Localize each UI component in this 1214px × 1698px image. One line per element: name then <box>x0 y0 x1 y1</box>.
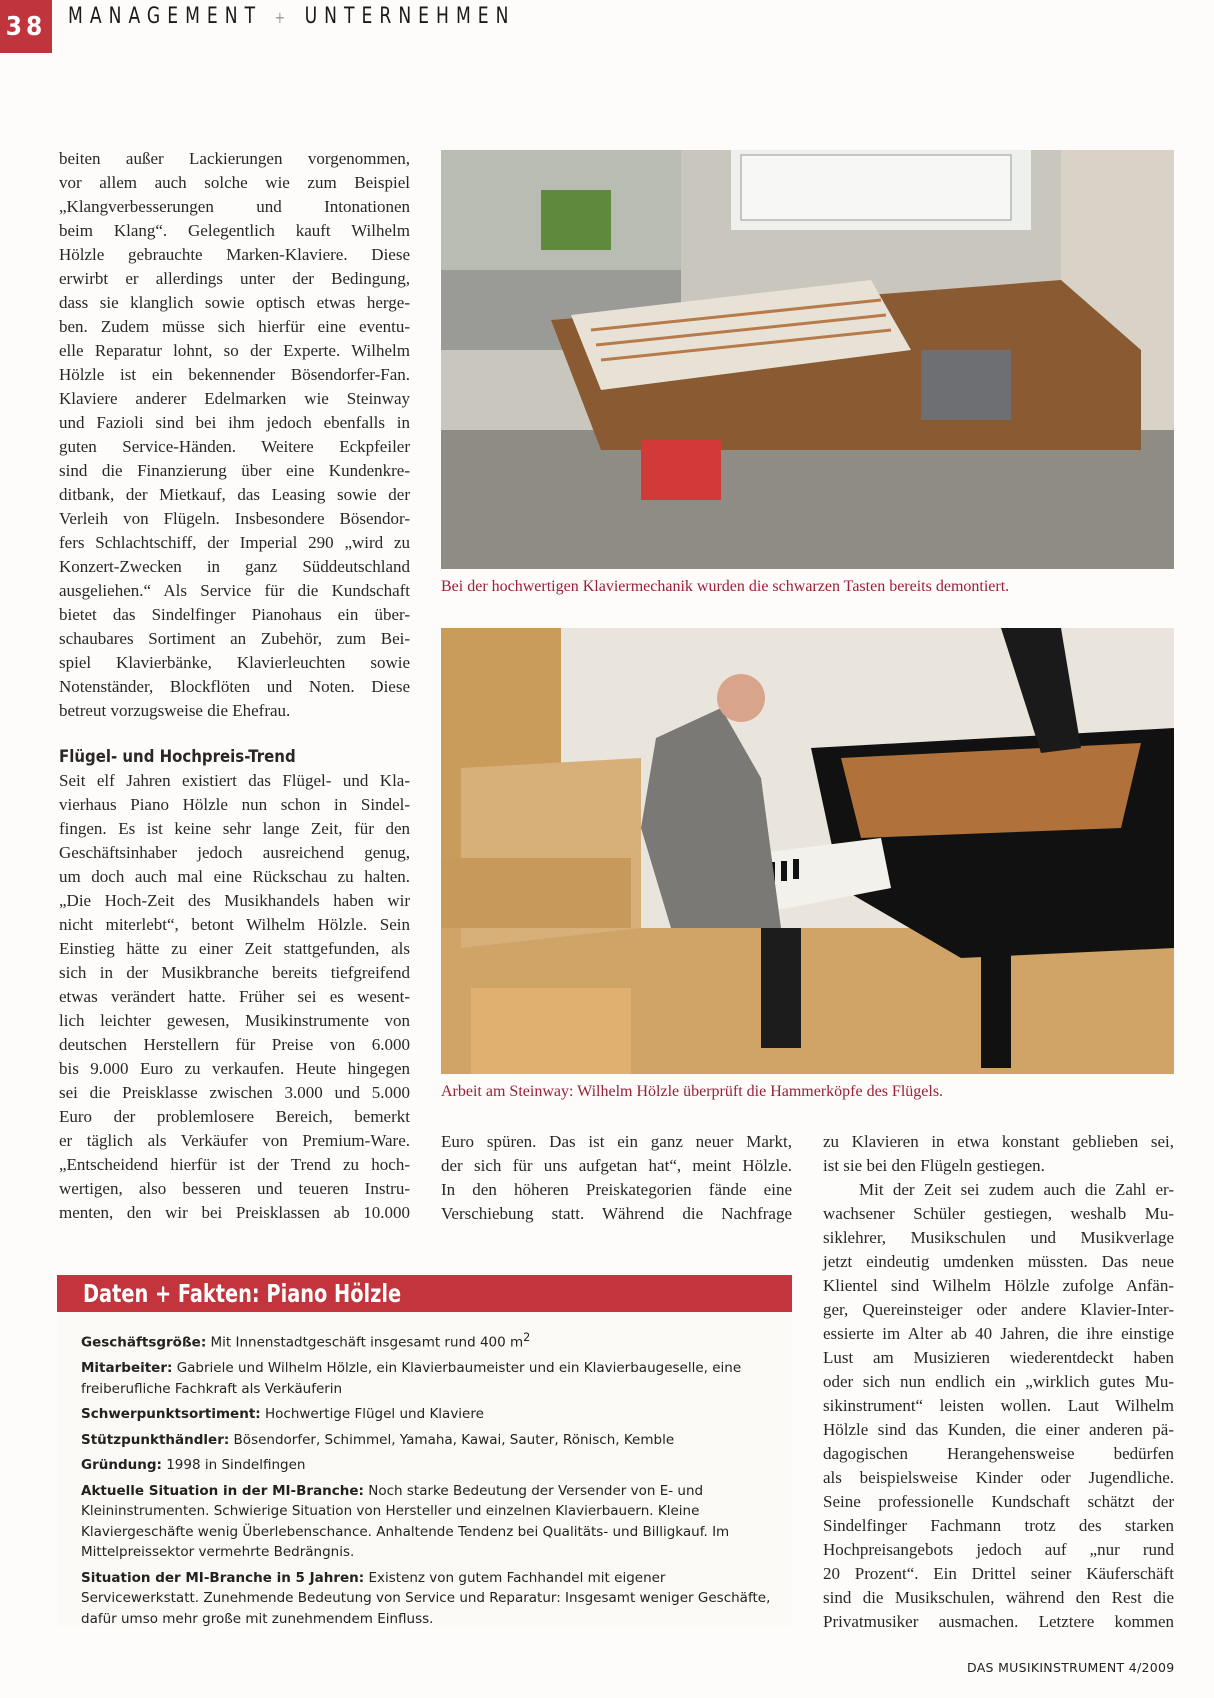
fact-label: Geschäftsgröße: <box>81 1334 207 1351</box>
text-line: Euro spüren. Das ist ein ganz neuer Markt, <box>441 1132 792 1151</box>
text-line: erwirbt er allerdings unter der Bedingung, <box>59 269 410 288</box>
left-column <box>59 147 410 1225</box>
text-line: guten Service-Händen. Weitere Eckpfeiler <box>59 437 410 456</box>
text-line: Verleih von Flügeln. Insbesondere Bösendor- <box>59 509 410 528</box>
superscript: 2 <box>523 1331 531 1344</box>
fact-text: Noch starke Bedeutung der Versender von E- und Kleininstrumenten. Schwierige Situation von Hersteller und einzelnen Klavierbauern. Kleine Klaviergeschäfte wenig Überlebenschance. Anhaltende Tendenz bei Qualitäts- und Billigkauf. Im Mittelpreissektor vermehrte Bedrängnis. <box>81 1482 730 1560</box>
text-line: wachsener Schüler gestiegen, weshalb Mu- <box>823 1204 1174 1223</box>
text-line: „Klangverbesserungen und Intonationen <box>59 197 410 216</box>
text-line: ben. Zudem müsse sich hierfür eine eventu- <box>59 317 410 336</box>
fact-text: Hochwertige Flügel und Klaviere <box>264 1406 484 1422</box>
fact-label: Situation der MI-Branche in 5 Jahren: <box>81 1569 365 1586</box>
fact-list <box>57 1312 771 1629</box>
text-line: er täglich als Verkäufer von Premium-Ware. <box>59 1131 410 1150</box>
fact-box-title-text: Daten + Fakten: Piano Hölzle <box>83 1279 402 1308</box>
fact-label: Mitarbeiter: <box>81 1360 173 1376</box>
fact-text: Gabriele und Wilhelm Hölzle, ein Klavierbaumeister und ein Klavierbaugeselle, eine freiberufliche Fachkraft als Verkäuferin <box>81 1360 742 1397</box>
text-line: Seine professionelle Kundschaft schätzt der <box>823 1492 1174 1511</box>
text-line: bis 9.000 Euro zu verkaufen. Heute hingegen <box>59 1059 410 1078</box>
paragraph <box>823 1178 1174 1634</box>
fact-label: Schwerpunktsortiment: <box>81 1406 261 1422</box>
text-line: spiel Klavierbänke, Klavierleuchten sowie <box>59 653 410 672</box>
text-line: „Entscheidend hierfür ist der Trend zu hoch- <box>59 1155 410 1174</box>
paragraph <box>59 769 410 1225</box>
text-line: Euro der problemlosere Bereich, bemerkt <box>59 1107 410 1126</box>
text-line: essierte im Alter ab 40 Jahren, die ihre einstige <box>823 1324 1174 1343</box>
fact-text: 1998 in Sindelfingen <box>166 1457 306 1473</box>
text-line: Notenständer, Blockflöten und Noten. Diese <box>59 677 410 696</box>
text-line: siklehrer, Musikschulen und Musikverlage <box>823 1228 1174 1247</box>
text-line: sikinstrument“ leisten wollen. Laut Wilhelm <box>823 1396 1174 1415</box>
page-number: 38 <box>0 0 52 53</box>
middle-column <box>441 1130 792 1226</box>
text-line: Hölzle gebrauchte Marken-Klaviere. Diese <box>59 245 410 264</box>
fact-item <box>81 1568 771 1630</box>
fact-label: Gründung: <box>81 1457 162 1473</box>
text-line: ditbank, der Mietkauf, das Leasing sowie der <box>59 485 410 504</box>
fact-text: Mit Innenstadtgeschäft insgesamt rund 400 m <box>210 1334 524 1351</box>
text-line: Einstieg hätte zu einer Zeit stattgefunden, als <box>59 939 410 958</box>
text-line: dagogischen Herangehensweise bedürfen <box>823 1444 1174 1463</box>
text-line: elle Reparatur lohnt, so der Experte. Wilhelm <box>59 341 410 360</box>
subheading: Flügel- und Hochpreis-Trend <box>59 747 296 767</box>
text-line: bietet das Sindelfinger Pianohaus ein über- <box>59 605 410 624</box>
text-line: fers Schlachtschiff, der Imperial 290 „wird zu <box>59 533 410 552</box>
text-line: Klientel sind Wilhelm Hölzle zufolge Anfän- <box>823 1276 1174 1295</box>
paragraph <box>59 147 410 723</box>
text-line: oder sich nun endlich ein „wirklich gutes Mu- <box>823 1372 1174 1391</box>
photo-caption: Bei der hochwertigen Klaviermechanik wurden die schwarzen Tasten bereits demontiert. <box>441 578 1010 595</box>
photo-caption: Arbeit am Steinway: Wilhelm Hölzle überprüft die Hammerköpfe des Flügels. <box>441 1083 944 1100</box>
text-line: beiten außer Lackierungen vorgenommen, <box>59 149 410 168</box>
text-line: 20 Prozent“. Ein Drittel seiner Käuferschäft <box>823 1564 1174 1583</box>
text-line: etwas verändert hatte. Früher sei es wesent- <box>59 987 410 1006</box>
fact-text: Bösendorfer, Schimmel, Yamaha, Kawai, Sauter, Rönisch, Kemble <box>233 1431 675 1448</box>
text-line: vor allem auch solche wie zum Beispiel <box>59 173 410 192</box>
fact-label: Stützpunkthändler: <box>81 1431 230 1448</box>
fact-item <box>81 1404 771 1425</box>
text-line: betreut vorzugsweise die Ehefrau. <box>59 701 291 720</box>
text-line: der sich für uns aufgetan hat“, meint Hölzle. <box>441 1156 792 1175</box>
fact-box-title <box>57 1275 792 1312</box>
section-separator: + <box>274 8 293 27</box>
text-line: ger, Quereinsteiger oder andere Klavier-Inter- <box>823 1300 1174 1319</box>
text-line: sind die Musikschulen, während den Rest die <box>823 1588 1174 1607</box>
text-line: lich leichter gewesen, Musikinstrumente von <box>59 1011 410 1030</box>
text-line: ausgeliehen.“ Als Service für die Kundschaft <box>59 581 410 600</box>
text-line: Hölzle sind das Kunden, die einer anderen pä- <box>823 1420 1174 1439</box>
footer-publication: DAS MUSIKINSTRUMENT 4/2009 <box>967 1660 1175 1675</box>
text-line: Sindelfinger Fachmann trotz des starken <box>823 1516 1174 1535</box>
fact-item <box>81 1455 771 1476</box>
section-left: MANAGEMENT <box>68 4 263 29</box>
text-line: als beispielsweise Kinder oder Jugendliche. <box>823 1468 1174 1487</box>
fact-item <box>81 1481 771 1563</box>
text-line: sei die Preisklasse zwischen 3.000 und 5.000 <box>59 1083 410 1102</box>
steinway-photo <box>441 628 1174 1074</box>
workshop-photo <box>441 150 1174 569</box>
text-line: nicht miterlebt“, betont Wilhelm Hölzle. Sein <box>59 915 410 934</box>
text-line: ist sie bei den Flügeln gestiegen. <box>823 1156 1045 1175</box>
section-right: UNTERNEHMEN <box>304 4 516 29</box>
text-line: beim Klang“. Gelegentlich kauft Wilhelm <box>59 221 410 240</box>
fact-label: Aktuelle Situation in der MI-Branche: <box>81 1482 364 1499</box>
text-line: In den höheren Preiskategorien fände eine <box>441 1180 792 1199</box>
fact-box <box>57 1275 792 1625</box>
text-line: sich in der Musikbranche bereits tiefgreifend <box>59 963 410 982</box>
paragraph <box>823 1130 1174 1178</box>
text-line: fingen. Es ist keine sehr lange Zeit, für den <box>59 819 410 838</box>
text-line: Geschäftsinhaber jedoch ausreichend genug, <box>59 843 410 862</box>
text-line: Hochpreisangebots jedoch auf „nur rund <box>823 1540 1174 1559</box>
text-line: „Die Hoch-Zeit des Musikhandels haben wir <box>59 891 410 910</box>
text-line: dass sie klanglich sowie optisch etwas herge- <box>59 293 410 312</box>
text-line: zu Klavieren in etwa konstant geblieben sei, <box>823 1132 1174 1151</box>
text-line: Konzert-Zwecken in ganz Süddeutschland <box>59 557 410 576</box>
text-line: deutschen Herstellern für Preise von 6.000 <box>59 1035 410 1054</box>
section-title <box>68 4 516 29</box>
text-line: schaubares Sortiment an Zubehör, zum Bei- <box>59 629 410 648</box>
text-line: menten, den wir bei Preisklassen ab 10.000 <box>59 1203 410 1222</box>
text-line: vierhaus Piano Hölzle nun schon in Sindel- <box>59 795 410 814</box>
text-line: Mit der Zeit sei zudem auch die Zahl er- <box>859 1180 1174 1199</box>
text-line: sind die Finanzierung über eine Kundenkre- <box>59 461 410 480</box>
text-line: Verschiebung statt. Während die Nachfrage <box>441 1204 792 1223</box>
text-line: Lust am Musizieren wiederentdeckt haben <box>823 1348 1174 1367</box>
text-line: wertigen, also besseren und teueren Instru- <box>59 1179 410 1198</box>
text-line: Klaviere anderer Edelmarken wie Steinway <box>59 389 410 408</box>
right-column <box>823 1130 1174 1634</box>
text-line: Seit elf Jahren existiert das Flügel- und Kla- <box>59 771 410 790</box>
text-line: jetzt eindeutig umdenken müssten. Das neue <box>823 1252 1174 1271</box>
text-line: und Fazioli sind bei ihm jedoch ebenfalls in <box>59 413 410 432</box>
fact-item <box>81 1328 771 1353</box>
text-line: um doch auch mal eine Rückschau zu halten. <box>59 867 410 886</box>
text-line: Privatmusiker ausmachen. Letztere kommen <box>823 1612 1174 1631</box>
text-line: Hölzle ist ein bekennender Bösendorfer-Fan. <box>59 365 410 384</box>
fact-item <box>81 1430 771 1451</box>
fact-text: Existenz von gutem Fachhandel mit eigener Servicewerkstatt. Zunehmende Bedeutung von Service und Reparatur: Insgesamt weniger Geschäfte, dafür umso mehr große mit zunehmendem Einfluss. <box>81 1569 771 1627</box>
fact-item <box>81 1358 771 1399</box>
